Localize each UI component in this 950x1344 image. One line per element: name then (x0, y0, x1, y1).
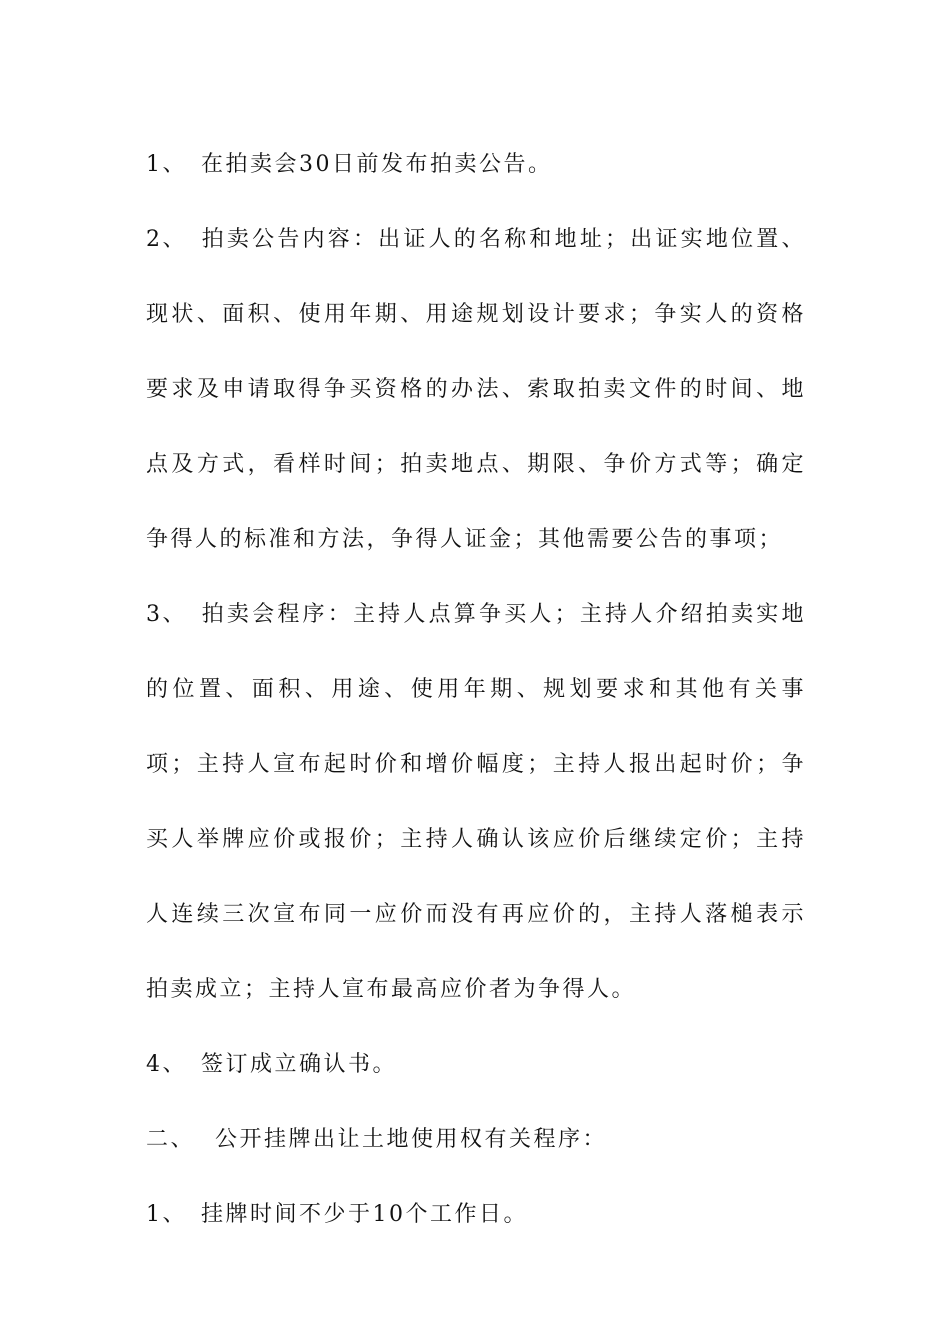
paragraph-text: 签订成立确认书。 (201, 1052, 398, 1077)
paragraph-text: 拍卖会程序：主持人点算争买人；主持人介绍拍卖实地的位置、面积、用途、使用年期、规划要求和其他有关事项；主持人宣布起时价和增价幅度；主持人报出起时价；争买人举牌应价或报价；主持人确认该应价后继续定价；主持人连续三次宣布同一应价而没有再应价的，主持人落槌表示拍卖成立；主持人宣布最高应价者为争得人。 (146, 602, 806, 1002)
document-body (146, 127, 806, 1252)
paragraph-number: 4、 (146, 1052, 187, 1077)
section-number: 二、 (146, 1127, 196, 1152)
paragraph-number: 3、 (146, 602, 187, 627)
paragraph-2 (146, 202, 806, 577)
paragraph-number: 1、 (146, 152, 187, 177)
paragraph-number: 1、 (146, 1202, 187, 1227)
paragraph-3 (146, 577, 806, 1027)
paragraph-4 (146, 1027, 806, 1102)
paragraph-1 (146, 127, 806, 202)
section-heading-text: 公开挂牌出让土地使用权有关程序： (215, 1127, 608, 1152)
paragraph-text: 拍卖公告内容：出证人的名称和地址；出证实地位置、现状、面积、使用年期、用途规划设计要求；争实人的资格要求及申请取得争买资格的办法、索取拍卖文件的时间、地点及方式，看样时间；拍卖地点、期限、争价方式等；确定争得人的标准和方法，争得人证金；其他需要公告的事项； (146, 227, 806, 552)
paragraph-text: 挂牌时间不少于10个工作日。 (201, 1202, 528, 1227)
paragraph-number: 2、 (146, 227, 187, 252)
section-heading-2 (146, 1102, 806, 1177)
paragraph-5 (146, 1177, 806, 1252)
paragraph-text: 在拍卖会30日前发布拍卖公告。 (201, 152, 553, 177)
